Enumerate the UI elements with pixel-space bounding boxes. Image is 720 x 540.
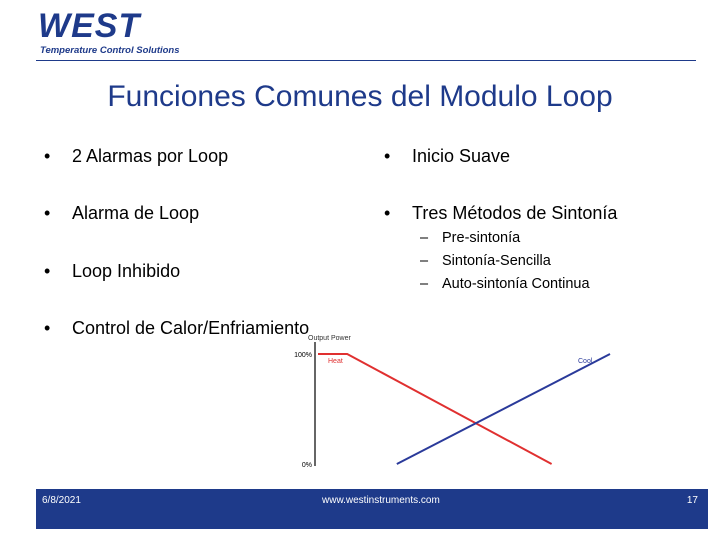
bullet-tuning-methods [384,203,617,224]
logo-brand: WEST [38,7,141,45]
y-tick-100: 100% [294,352,312,359]
sub-bullet-text: Auto-sintonía Continua [442,276,590,292]
bullet-text: 2 Alarmas por Loop [72,146,229,166]
sub-bullet-auto-tune [420,276,590,292]
bullet-loop-alarm [44,203,199,224]
sub-bullet-pretune [420,230,520,246]
logo-tagline: Temperature Control Solutions [40,45,180,56]
sub-bullet-text: Sintonía-Sencilla [442,253,551,269]
slide-title: Funciones Comunes del Modulo Loop [107,80,613,113]
heat-series-line [318,354,552,464]
footer-page-number: 17 [686,495,698,506]
bullet-dot: • [384,146,391,166]
cool-label: Cool [578,358,593,365]
cool-series-line [397,354,610,464]
bullet-text: Control de Calor/Enfriamiento [72,318,310,338]
bullet-text: Tres Métodos de Sintonía [412,203,618,223]
sub-bullet-dash: – [420,276,429,292]
bullet-dot: • [44,261,51,281]
bullet-text: Alarma de Loop [72,203,200,223]
bullet-text: Inicio Suave [412,146,511,166]
west-logo [38,8,198,56]
bullet-dot: • [384,203,391,223]
y-tick-0: 0% [301,462,312,469]
slide-footer [36,489,708,529]
bullet-dot: • [44,318,51,338]
sub-bullet-dash: – [420,253,429,269]
bullet-text: Loop Inhibido [72,261,181,281]
footer-date: 6/8/2021 [42,495,81,506]
y-axis-label: Output Power [308,335,351,342]
sub-bullet-text: Pre-sintonía [442,230,521,246]
footer-url: www.westinstruments.com [322,495,440,506]
bullet-alarms [44,146,228,167]
sub-bullet-self-tune [420,253,551,269]
heat-cool-chart [250,330,650,480]
sub-bullet-dash: – [420,230,429,246]
bullet-dot: • [44,203,51,223]
header-divider [36,60,696,61]
bullet-dot: • [44,146,51,166]
bullet-soft-start [384,146,510,167]
heat-label: Heat [328,358,343,365]
bullet-loop-inhibit [44,261,180,282]
